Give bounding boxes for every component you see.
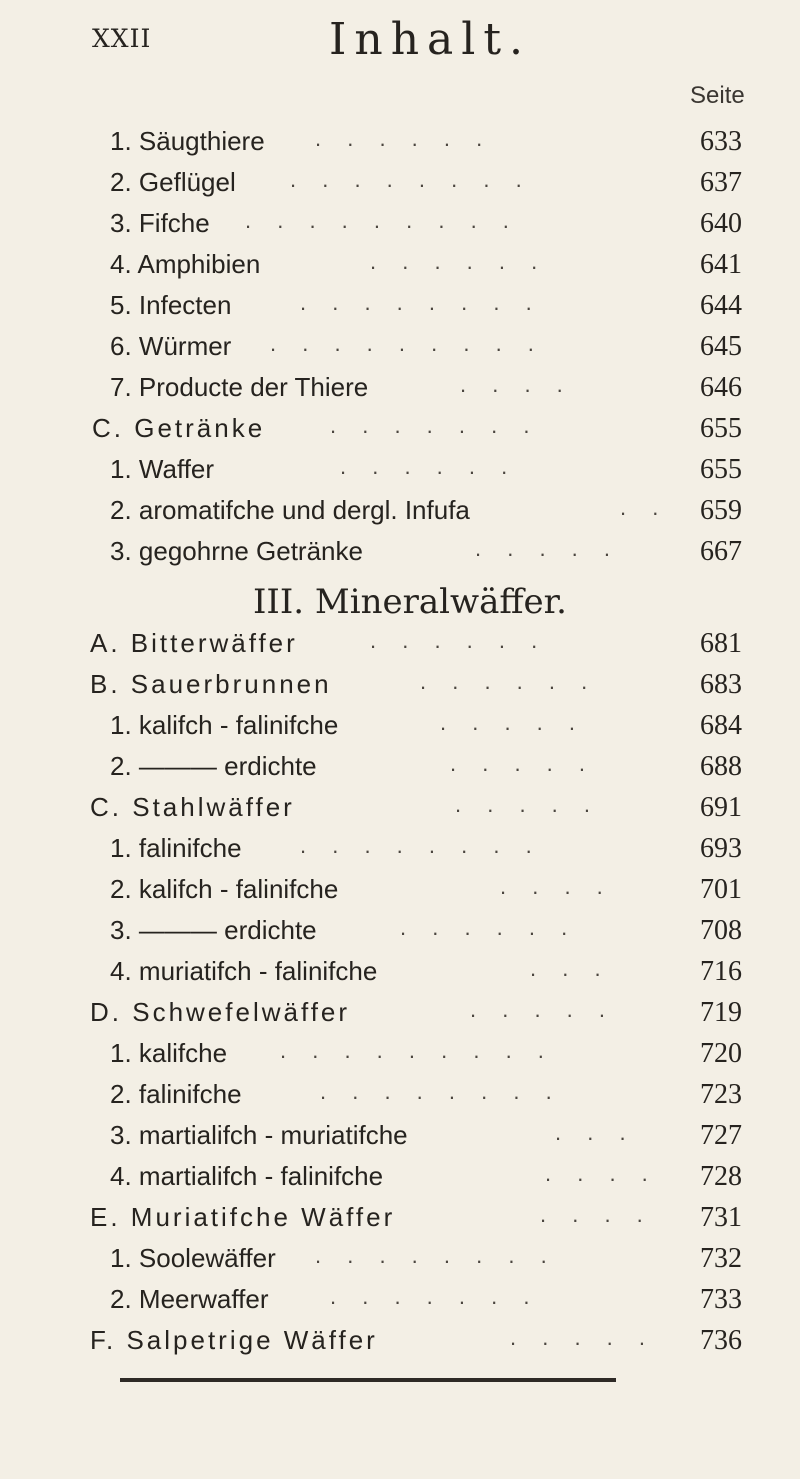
leader-dots: . . . . .	[510, 1325, 656, 1350]
leader-dots: . . . . .	[475, 536, 621, 561]
entry-page: 640	[700, 208, 742, 239]
entry-label: B. Sauerbrunnen	[90, 669, 332, 699]
entry-label: 4. muriatifch - falinifche	[110, 956, 378, 986]
toc-entry	[0, 126, 800, 166]
toc-entry	[0, 628, 800, 668]
entry-page: 732	[700, 1243, 742, 1274]
toc-entry	[0, 1161, 800, 1201]
entry-label: 2. Meerwaffer	[110, 1284, 269, 1314]
entry-label: 3. gegohrne Getränke	[110, 536, 363, 566]
entry-label: 3. martialifch - muriatifche	[110, 1120, 408, 1150]
toc-entry	[0, 331, 800, 371]
entry-page: 728	[700, 1161, 742, 1192]
leader-dots: . . . . . . . . .	[245, 208, 519, 233]
toc-entry	[0, 956, 800, 996]
entry-label: 1. kalifche	[110, 1038, 228, 1068]
leader-dots: . . . .	[545, 1161, 658, 1186]
toc-entry	[0, 208, 800, 248]
leader-dots: . . . . . . .	[330, 413, 540, 438]
entry-page: 684	[700, 710, 742, 741]
leader-dots: . . . . . .	[370, 628, 548, 653]
entry-page: 723	[700, 1079, 742, 1110]
toc-entry	[0, 1038, 800, 1078]
toc-entry	[0, 915, 800, 955]
toc-entry	[0, 372, 800, 412]
page-number-roman: XXII	[92, 24, 152, 53]
entry-page: 691	[700, 792, 742, 823]
leader-dots: . . . .	[540, 1202, 653, 1227]
entry-page: 645	[700, 331, 742, 362]
toc-entry	[0, 1284, 800, 1324]
entry-label: C. Getränke	[92, 413, 266, 443]
leader-dots: . . . . .	[470, 997, 616, 1022]
entry-label: 1. Waffer	[110, 454, 215, 484]
entry-page: 701	[700, 874, 742, 905]
page-header	[0, 10, 800, 70]
leader-dots: . . .	[530, 956, 611, 981]
toc-entry	[0, 1243, 800, 1283]
toc-entry	[0, 413, 800, 453]
entry-page: 720	[700, 1038, 742, 1069]
toc-entry	[0, 710, 800, 750]
toc-entry	[0, 1202, 800, 1242]
leader-dots: . . . .	[500, 874, 613, 899]
toc-entry	[0, 536, 800, 576]
toc-entry	[0, 249, 800, 289]
column-header-seite: Seite	[690, 82, 745, 109]
entry-label: 4. martialifch - falinifche	[110, 1161, 384, 1191]
entry-label: 2. ——— erdichte	[110, 751, 317, 781]
toc-entry	[0, 874, 800, 914]
toc-entry	[0, 997, 800, 1037]
leader-dots: . .	[620, 495, 669, 520]
entry-page: 641	[700, 249, 742, 280]
entry-label: 1. Soolewäffer	[110, 1243, 276, 1273]
leader-dots: . . . .	[460, 372, 573, 397]
entry-page: 708	[700, 915, 742, 946]
leader-dots: . . . . . . . .	[320, 1079, 562, 1104]
entry-page: 716	[700, 956, 742, 987]
leader-dots: . . . . . .	[400, 915, 578, 940]
entry-page: 655	[700, 413, 742, 444]
entry-page: 644	[700, 290, 742, 321]
entry-label: D. Schwefelwäffer	[90, 997, 351, 1027]
entry-label: 1. Säugthiere	[110, 126, 265, 156]
entry-page: 731	[700, 1202, 742, 1233]
entry-page: 727	[700, 1120, 742, 1151]
entry-page: 659	[700, 495, 742, 526]
toc-entry	[0, 833, 800, 873]
entry-label: 3. Fifche	[110, 208, 210, 238]
toc-entry	[0, 669, 800, 709]
entry-label: F. Salpetrige Wäffer	[90, 1325, 378, 1355]
entry-label: 4. Amphibien	[110, 249, 261, 279]
toc-entry	[0, 454, 800, 494]
toc-entry	[0, 1079, 800, 1119]
entry-label: 5. Infecten	[110, 290, 232, 320]
leader-dots: . . . . . . . .	[290, 167, 532, 192]
toc-entry	[0, 290, 800, 330]
entry-page: 667	[700, 536, 742, 567]
leader-dots: . . . . . . .	[330, 1284, 540, 1309]
entry-page: 646	[700, 372, 742, 403]
entry-label: C. Stahlwäffer	[90, 792, 295, 822]
leader-dots: . . . . . .	[420, 669, 598, 694]
entry-label: 2. Geflügel	[110, 167, 236, 197]
entry-label: E. Muriatifche Wäffer	[90, 1202, 396, 1232]
entry-page: 733	[700, 1284, 742, 1315]
entry-page: 681	[700, 628, 742, 659]
entry-page: 637	[700, 167, 742, 198]
leader-dots: . . .	[555, 1120, 636, 1145]
leader-dots: . . . . . . . . .	[280, 1038, 554, 1063]
entry-label: 6. Würmer	[110, 331, 232, 361]
entry-page: 655	[700, 454, 742, 485]
entry-page: 633	[700, 126, 742, 157]
leader-dots: . . . . .	[455, 792, 601, 817]
entry-page: 736	[700, 1325, 742, 1356]
toc-entry	[0, 495, 800, 535]
entry-label: 1. kalifch - falinifche	[110, 710, 339, 740]
entry-page: 688	[700, 751, 742, 782]
toc-entry	[0, 1120, 800, 1160]
leader-dots: . . . . .	[450, 751, 596, 776]
toc-entry	[0, 751, 800, 791]
entry-label: 2. aromatifche und dergl. Infufa	[110, 495, 470, 525]
leader-dots: . . . . . . . .	[315, 1243, 557, 1268]
leader-dots: . . . . .	[440, 710, 586, 735]
toc-entry	[0, 167, 800, 207]
entry-page: 683	[700, 669, 742, 700]
entry-label: 2. falinifche	[110, 1079, 242, 1109]
toc-entry	[0, 792, 800, 832]
entry-page: 693	[700, 833, 742, 864]
bottom-rule	[120, 1378, 616, 1382]
entry-page: 719	[700, 997, 742, 1028]
leader-dots: . . . . . . . .	[300, 833, 542, 858]
leader-dots: . . . . . .	[340, 454, 518, 479]
entry-label: A. Bitterwäffer	[90, 628, 298, 658]
entry-label: 2. kalifch - falinifche	[110, 874, 339, 904]
leader-dots: . . . . . . . . .	[270, 331, 544, 356]
leader-dots: . . . . . .	[370, 249, 548, 274]
toc-entry	[0, 1325, 800, 1365]
leader-dots: . . . . . . . .	[300, 290, 542, 315]
entry-label: 1. falinifche	[110, 833, 242, 863]
section-heading-text: III. Mineralwäffer.	[253, 582, 567, 622]
running-title: Inhalt.	[328, 14, 532, 65]
leader-dots: . . . . . .	[315, 126, 493, 151]
entry-label: 7. Producte der Thiere	[110, 372, 369, 402]
entry-label: 3. ——— erdichte	[110, 915, 317, 945]
